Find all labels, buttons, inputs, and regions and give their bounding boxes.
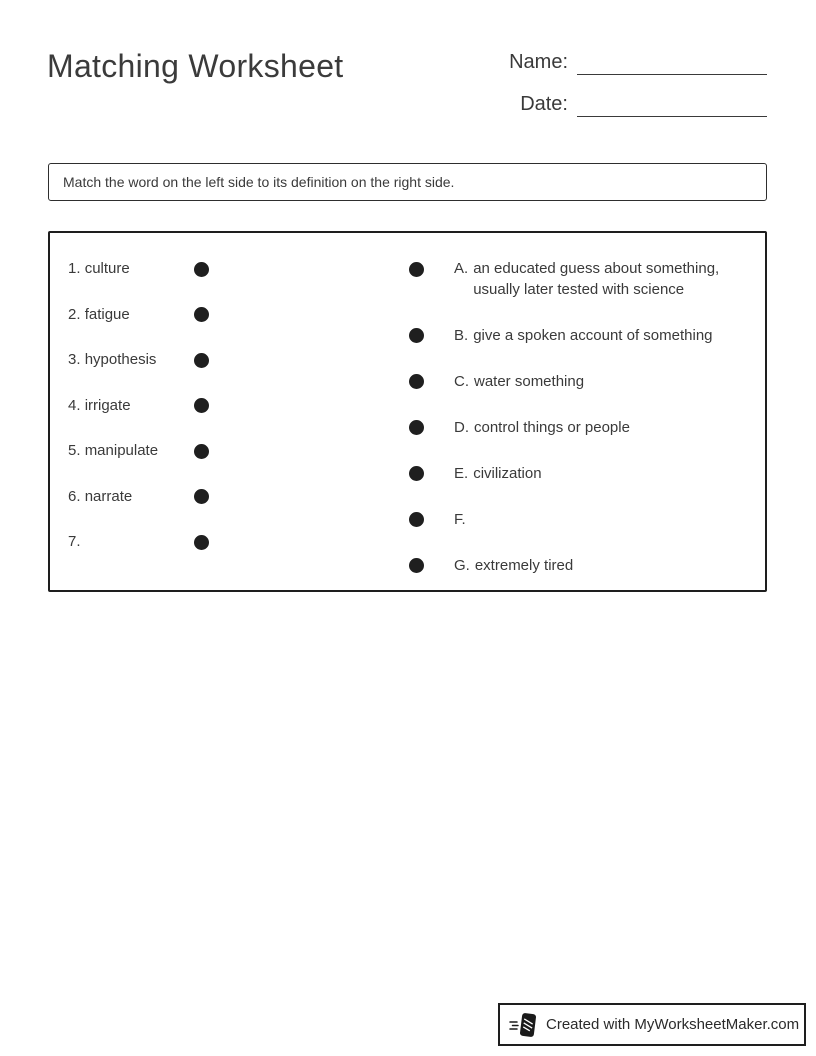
instructions-text: Match the word on the left side to its definition on the right side. [63, 174, 455, 190]
date-blank-line [577, 90, 767, 117]
word-row [68, 259, 409, 279]
word-row [68, 305, 409, 325]
definition-body: control things or people [474, 418, 630, 436]
word-text: culture [84, 260, 130, 277]
match-dot [194, 535, 209, 550]
worksheet-maker-logo-icon [509, 1010, 539, 1040]
name-row [509, 48, 767, 75]
definition-letter: D. [454, 418, 469, 436]
match-dot [194, 262, 209, 277]
match-dot [409, 328, 424, 343]
match-dot [409, 466, 424, 481]
word-label [68, 487, 194, 507]
word-text: manipulate [84, 442, 159, 459]
word-number: 3. [68, 351, 81, 368]
match-dot [409, 262, 424, 277]
definition-row [409, 510, 745, 531]
match-dot [194, 444, 209, 459]
definition-row [409, 259, 745, 300]
definition-letter: F. [454, 510, 466, 528]
words-column [68, 259, 409, 566]
definition-text [454, 418, 630, 439]
definition-text [454, 372, 584, 393]
word-label [68, 532, 194, 552]
definition-letter: B. [454, 326, 469, 344]
definition-letter: C. [454, 372, 469, 390]
definition-body: water something [474, 372, 585, 390]
page-title: Matching Worksheet [47, 48, 344, 84]
definition-text [454, 259, 738, 300]
word-row [68, 487, 409, 507]
date-row [509, 90, 767, 117]
definition-row [409, 372, 745, 393]
match-dot [194, 353, 209, 368]
definition-text [454, 556, 573, 577]
word-label [68, 305, 194, 325]
definition-row [409, 556, 745, 577]
match-dot [194, 307, 209, 322]
definitions-column [409, 259, 745, 574]
word-text: hypothesis [84, 351, 157, 368]
word-label [68, 441, 194, 461]
match-dot [409, 420, 424, 435]
word-row [68, 350, 409, 370]
match-dot [409, 374, 424, 389]
definition-row [409, 418, 745, 439]
match-dot [409, 512, 424, 527]
definition-letter: A. [454, 260, 469, 277]
definition-row [409, 464, 745, 485]
definition-body: give a spoken account of something [473, 326, 713, 344]
name-blank-line [577, 48, 767, 75]
definition-body: extremely tired [474, 556, 574, 574]
name-label: Name: [509, 51, 568, 73]
word-number: 7. [68, 533, 81, 550]
definition-text [454, 326, 713, 347]
match-dot [194, 489, 209, 504]
footer-credit-box [498, 1003, 806, 1046]
word-label [68, 259, 194, 279]
word-text: irrigate [84, 396, 131, 414]
name-date-block [509, 48, 767, 132]
word-row [68, 396, 409, 416]
matching-exercise-box [48, 231, 767, 592]
definition-letter: G. [454, 556, 470, 574]
definition-text [454, 510, 471, 531]
word-text: fatigue [84, 305, 130, 323]
word-row [68, 441, 409, 461]
definition-body: civilization [473, 464, 542, 482]
word-number: 1. [68, 260, 81, 277]
footer-credit-text: Created with MyWorksheetMaker.com [546, 1016, 800, 1033]
word-number: 5. [68, 442, 81, 459]
definition-text [454, 464, 542, 485]
instructions-box [48, 163, 767, 201]
word-number: 6. [68, 487, 81, 505]
word-text: narrate [84, 487, 133, 505]
definition-row [409, 326, 745, 347]
match-dot [409, 558, 424, 573]
word-number: 2. [68, 305, 81, 323]
word-number: 4. [68, 396, 81, 414]
definition-body: an educated guess about something, usually later tested with science [473, 260, 720, 298]
word-label [68, 350, 194, 370]
definition-letter: E. [454, 464, 469, 482]
word-label [68, 396, 194, 416]
word-row [68, 532, 409, 552]
date-label: Date: [520, 93, 568, 115]
match-dot [194, 398, 209, 413]
